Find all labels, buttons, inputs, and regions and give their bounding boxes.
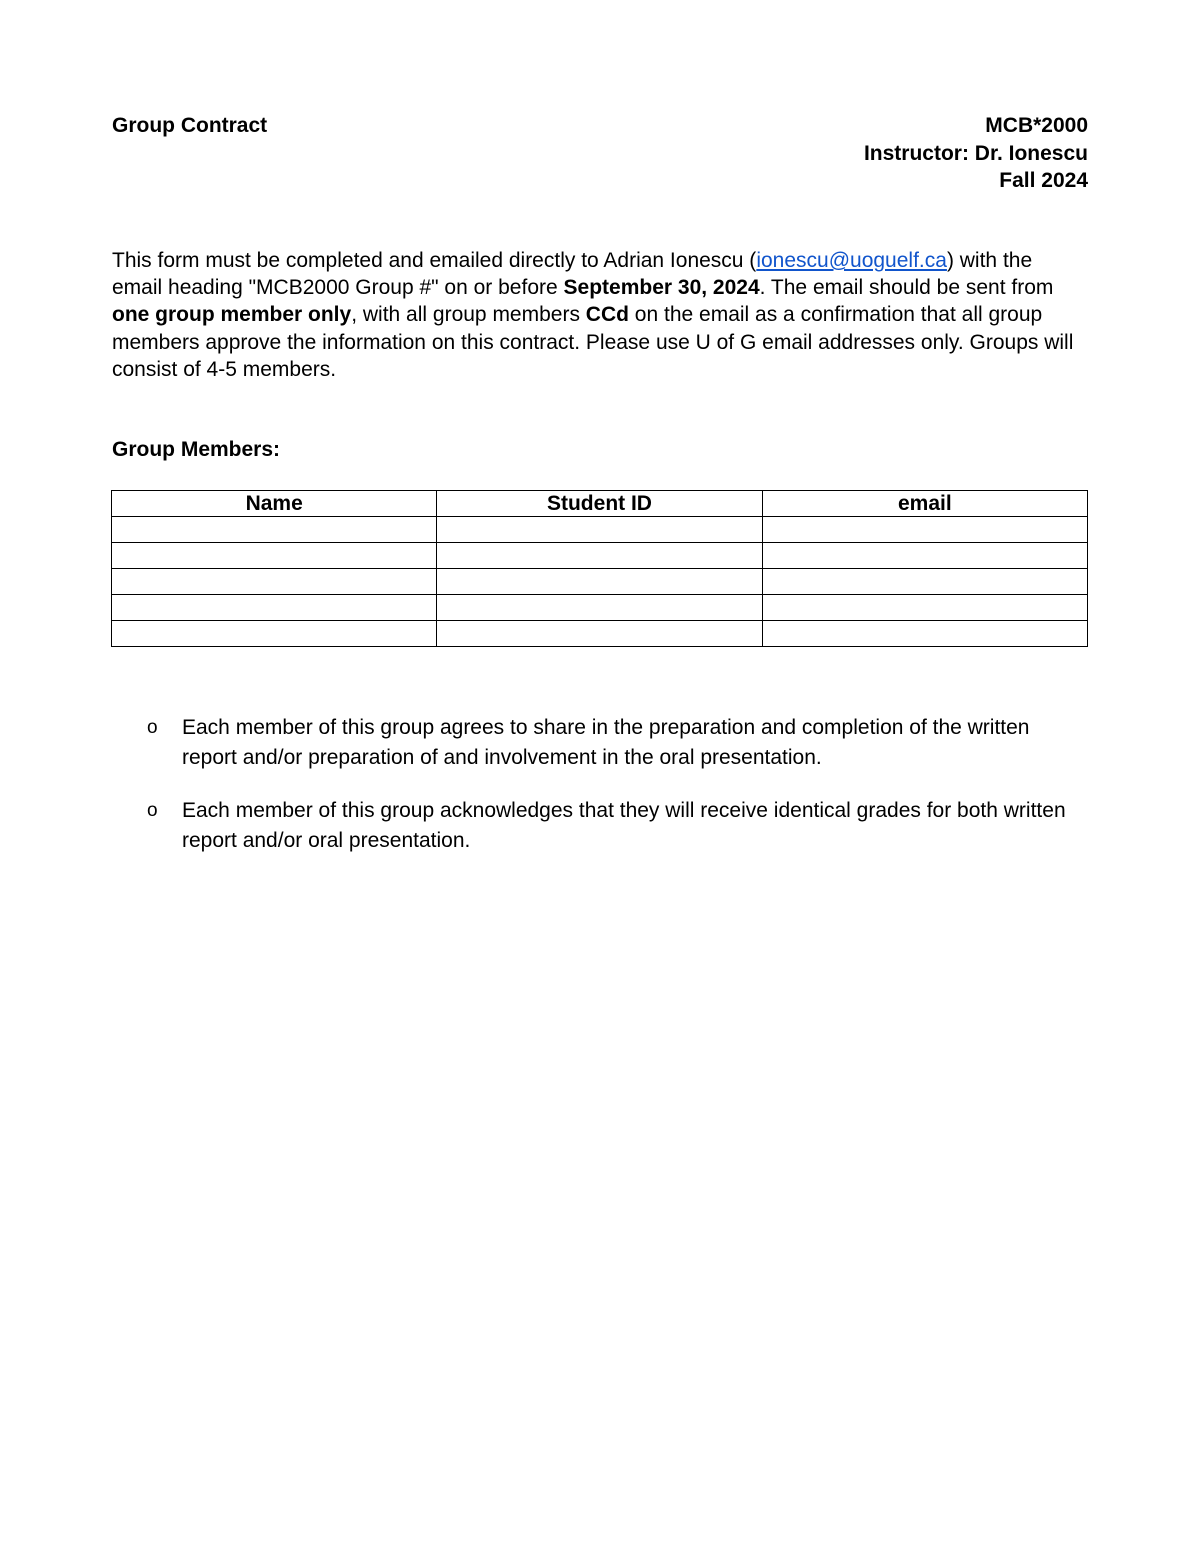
agreement-text-shared-work: Each member of this group agrees to share in the preparation and completion of the written report and/or preparation of and involvement in the oral presentation.: [182, 716, 1030, 769]
member-email-cell[interactable]: [762, 621, 1087, 647]
agreement-text-identical-grades: Each member of this group acknowledges that they will receive identical grades for both written report and/or oral presentation.: [182, 799, 1066, 852]
member-email-cell[interactable]: [762, 569, 1087, 595]
group-members-heading: Group Members:: [112, 438, 281, 461]
document-title: Group Contract: [112, 114, 268, 137]
column-header-student-id: Student ID: [437, 491, 762, 517]
table-header-row: [112, 491, 1088, 517]
member-name-cell[interactable]: [112, 569, 437, 595]
column-header-name: Name: [112, 491, 437, 517]
deadline-date: September 30, 2024: [563, 276, 760, 300]
member-student-id-cell[interactable]: [437, 517, 762, 543]
list-item: [112, 713, 1088, 772]
intro-text-5: on the email as a confirmation that all group members approve the information on this contract. Please use U of G email addresses only. Groups will consist of 4-5 members.: [112, 303, 1074, 381]
circle-bullet-icon: o: [147, 800, 158, 821]
member-name-cell[interactable]: [112, 595, 437, 621]
table-row: [112, 595, 1088, 621]
member-student-id-cell[interactable]: [437, 569, 762, 595]
instructor-name: Instructor: Dr. Ionescu: [863, 141, 1088, 165]
instructions-paragraph: [112, 247, 1088, 383]
member-student-id-cell[interactable]: [437, 621, 762, 647]
table-row: [112, 517, 1088, 543]
cc-emphasis: CCd: [585, 303, 629, 327]
course-code: MCB*2000: [985, 114, 1088, 137]
intro-text-3: . The email should be sent from: [759, 276, 1054, 300]
intro-text-4: , with all group members: [351, 303, 586, 327]
table-row: [112, 543, 1088, 569]
intro-text-2: ) with the email heading "MCB2000 Group #" on or before: [112, 249, 1033, 300]
table-row: [112, 621, 1088, 647]
table-row: [112, 569, 1088, 595]
member-name-cell[interactable]: [112, 621, 437, 647]
intro-text-1: This form must be completed and emailed directly to Adrian Ionescu (: [112, 249, 757, 272]
group-members-table: [111, 490, 1088, 647]
member-email-cell[interactable]: [762, 595, 1087, 621]
term: Fall 2024: [999, 169, 1088, 192]
member-name-cell[interactable]: [112, 543, 437, 569]
sender-emphasis: one group member only: [112, 303, 352, 327]
column-header-email: email: [762, 491, 1087, 517]
member-student-id-cell[interactable]: [437, 543, 762, 569]
member-name-cell[interactable]: [112, 517, 437, 543]
list-item: [112, 796, 1088, 855]
agreement-list: [112, 713, 1088, 879]
instructor-email-link[interactable]: ionescu@uoguelf.ca: [756, 249, 947, 272]
member-email-cell[interactable]: [762, 517, 1087, 543]
course-info: [864, 112, 1088, 195]
member-student-id-cell[interactable]: [437, 595, 762, 621]
circle-bullet-icon: o: [147, 717, 158, 738]
member-email-cell[interactable]: [762, 543, 1087, 569]
